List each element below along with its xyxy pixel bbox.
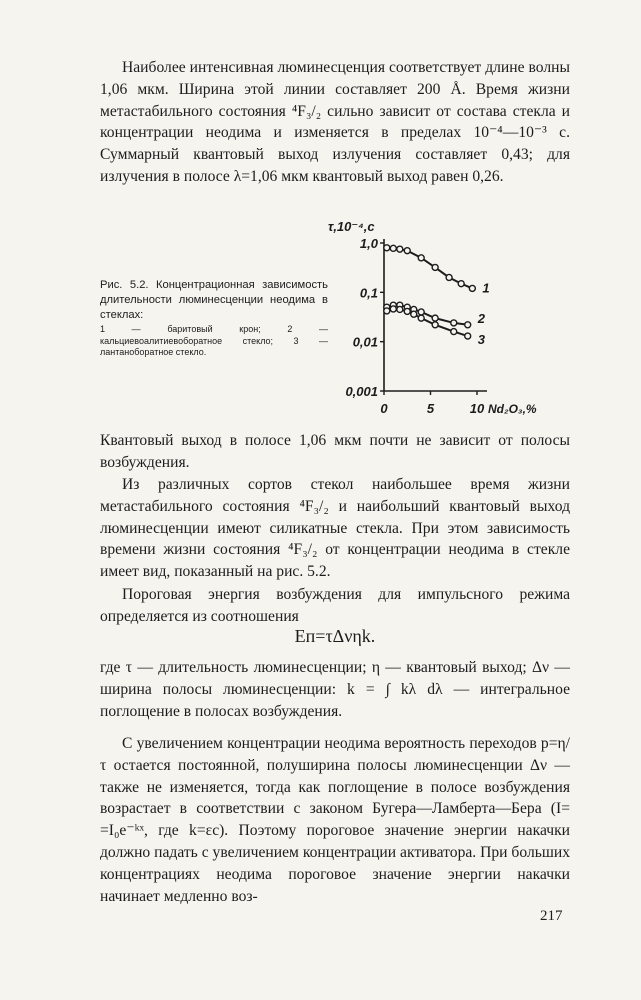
series-1-point bbox=[446, 274, 452, 280]
series-1-point bbox=[404, 248, 410, 254]
paragraph-threshold-energy: Пороговая энергия возбуждения для импульсного режима определяется из соотношения bbox=[100, 586, 570, 625]
series-2-point bbox=[451, 320, 457, 326]
series-1-label: 1 bbox=[482, 280, 490, 296]
series-1-point bbox=[458, 281, 464, 287]
y-tick-label: 0,1 bbox=[359, 285, 378, 301]
figure-legend: 1 — баритовый крон; 2 — кальциевоалитиевоборатное стекло; 3 — лантаноборатное стекло. bbox=[100, 324, 328, 357]
paragraph-definitions: где τ — длительность люминесценции; η — квантовый выход; Δν — ширина полосы люминесценции: k = ∫ kλ dλ — интегральное поглощение в полосах возбуждения. bbox=[100, 659, 570, 720]
x-tick-label: 10 bbox=[469, 401, 485, 416]
series-1-point bbox=[418, 255, 424, 261]
series-3-point bbox=[411, 311, 417, 317]
series-3-point bbox=[397, 306, 403, 312]
series-1-point bbox=[390, 245, 396, 251]
series-2-point bbox=[465, 322, 471, 328]
series-1-point bbox=[397, 246, 403, 252]
series-2-point bbox=[418, 309, 424, 315]
series-3-point bbox=[384, 308, 390, 314]
x-axis-label: Nd₂O₃,% bbox=[488, 402, 537, 416]
y-tick-label: 0,01 bbox=[352, 334, 378, 350]
paragraph-silicate-glass: Из различных сортов стекол наибольшее время жизни метастабильного состояния ⁴F₃/₂ и наибольший квантовый выход люминесценции имеют силикатные стекла. При этом зависимость времени жизни состояния ⁴F₃/₂ от концентрации неодима в стекле имеет вид, показанный на рис. 5.2. bbox=[100, 476, 570, 581]
series-1-point bbox=[384, 245, 390, 251]
series-2-label: 2 bbox=[477, 310, 485, 326]
series-1-point bbox=[432, 264, 438, 270]
series-1-point bbox=[469, 285, 475, 291]
series-3-point bbox=[404, 308, 410, 314]
figure-caption-title: Рис. 5.2. Концентрационная зависимость длительности люминесценции неодима в стеклах: bbox=[100, 279, 328, 321]
paragraph-luminescence-intro: Наиболее интенсивная люминесценция соответствует длине волны 1,06 мкм. Ширина этой линии составляет 200 Å. Время жизни метастабильного состояния ⁴F₃/₂ сильно зависит от состава стекла и концентрации неодима и изменяется в пределах 10⁻⁴—10⁻³ с. Суммарный квантовый выход излучения составляет 0,43; для излучения в полосе λ=1,06 мкм квантовый выход равен 0,26. bbox=[100, 59, 570, 185]
series-3-point bbox=[390, 306, 396, 312]
y-axis-label: τ,10⁻⁴,с bbox=[328, 219, 375, 234]
y-tick-label: 1,0 bbox=[359, 236, 378, 251]
page-number: 217 bbox=[540, 908, 563, 924]
x-tick-label: 5 bbox=[426, 401, 435, 416]
series-2-point bbox=[432, 315, 438, 321]
paragraph-quantum-yield: Квантовый выход в полосе 1,06 мкм почти не зависит от полосы возбуждения. bbox=[100, 432, 570, 471]
figure-caption bbox=[100, 278, 328, 359]
series-3-point bbox=[432, 322, 438, 328]
threshold-formula: Eп=τΔνηk. bbox=[294, 626, 376, 646]
series-3-point bbox=[418, 315, 424, 321]
series-3-label: 3 bbox=[477, 332, 485, 348]
series-3-point bbox=[465, 333, 471, 339]
x-tick-label: 0 bbox=[380, 401, 388, 416]
paragraph-concentration-effect: С увеличением концентрации неодима вероятность переходов p=η/τ остается постоянной, полуширина полосы люминесценции Δν — также не изменяется, тогда как поглощение в полосе возбуждения возрастает в соответствии с законом Бугера—Ламберта—Бера (I= =I₀e⁻ᵏˣ, где k=εc). Поэтому пороговое значение энергии накачки должно падать с увеличением концентрации активатора. При больших концентрациях неодима пороговое значение энергии накачки начинает медленно воз- bbox=[100, 735, 570, 905]
series-3-point bbox=[451, 329, 457, 335]
y-tick-label: 0,001 bbox=[345, 384, 378, 399]
